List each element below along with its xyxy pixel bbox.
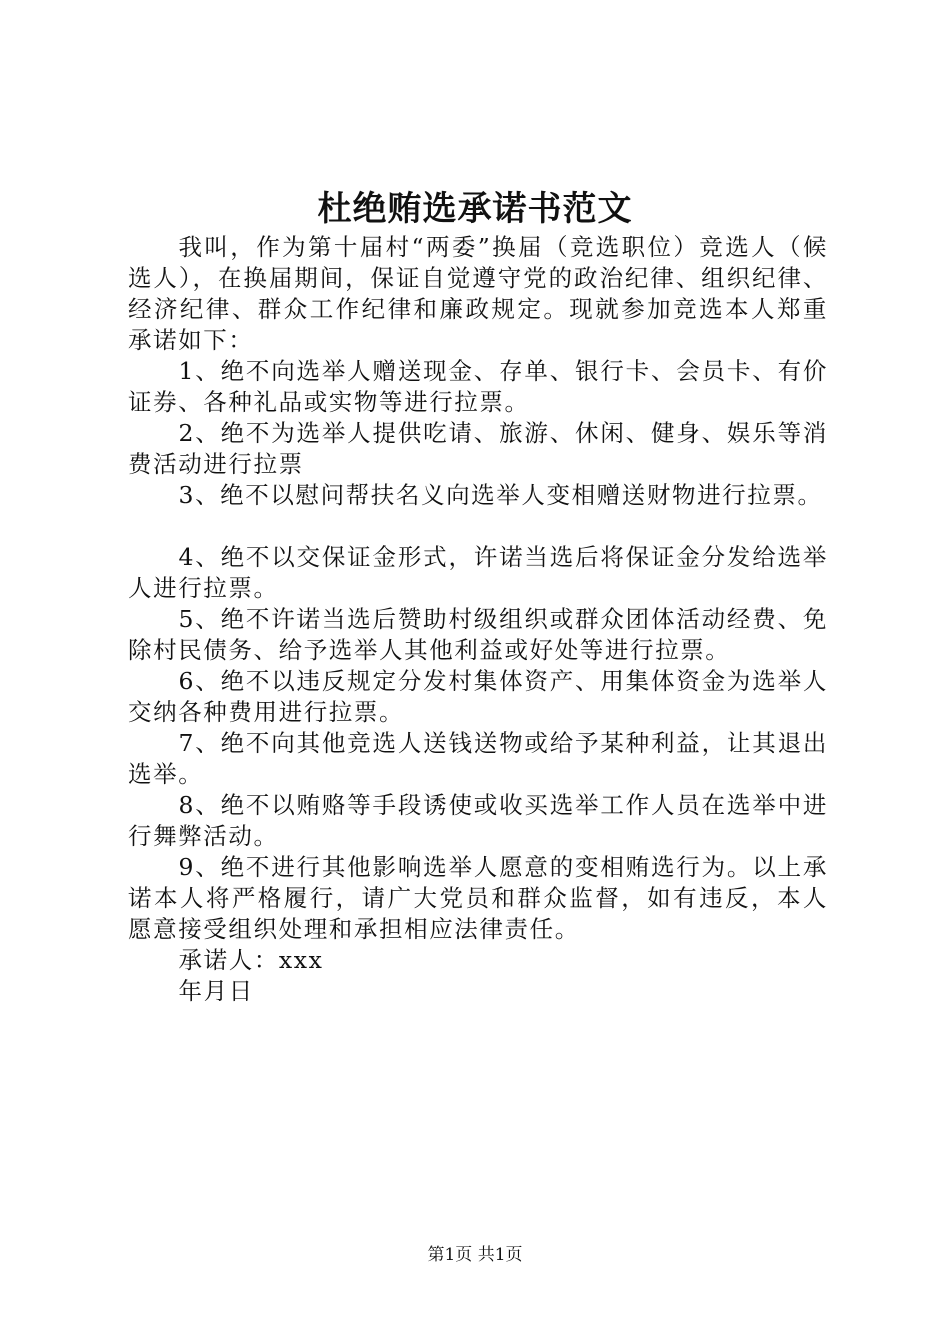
pledge-item-7: 7、绝不向其他竞选人送钱送物或给予某种利益，让其退出选举。 bbox=[128, 729, 828, 788]
page-number-footer: 第1页 共1页 bbox=[427, 1245, 523, 1265]
document-body bbox=[128, 232, 828, 1007]
pledge-item-9: 9、绝不进行其他影响选举人愿意的变相贿选行为。以上承诺本人将严格履行，请广大党员和群众监督，如有违反，本人愿意接受组织处理和承担相应法律责任。 bbox=[128, 853, 828, 943]
pledge-item-1: 1、绝不向选举人赠送现金、存单、银行卡、会员卡、有价证券、各种礼品或实物等进行拉票。 bbox=[128, 357, 828, 416]
pledge-item-2: 2、绝不为选举人提供吃请、旅游、休闲、健身、娱乐等消费活动进行拉票 bbox=[128, 419, 828, 478]
intro-paragraph: 我叫，作为第十届村“两委”换届（竞选职位）竞选人（候选人），在换届期间，保证自觉遵守党的政治纪律、组织纪律、经济纪律、群众工作纪律和廉政规定。现就参加竞选本人郑重承诺如下： bbox=[128, 233, 828, 354]
date-line: 年月日 bbox=[178, 977, 254, 1005]
document-title: 杜绝贿选承诺书范文 bbox=[317, 189, 633, 229]
pledge-item-3: 3、绝不以慰问帮扶名义向选举人变相赠送财物进行拉票。 bbox=[178, 481, 823, 509]
pledge-item-4: 4、绝不以交保证金形式，许诺当选后将保证金分发给选举人进行拉票。 bbox=[128, 543, 828, 602]
pledge-item-6: 6、绝不以违反规定分发村集体资产、用集体资金为选举人交纳各种费用进行拉票。 bbox=[128, 667, 828, 726]
pledge-item-5: 5、绝不许诺当选后赞助村级组织或群众团体活动经费、免除村民债务、给予选举人其他利益或好处等进行拉票。 bbox=[128, 605, 828, 664]
signer-line: 承诺人：xxx bbox=[178, 946, 324, 974]
pledge-item-8: 8、绝不以贿赂等手段诱使或收买选举工作人员在选举中进行舞弊活动。 bbox=[128, 791, 828, 850]
